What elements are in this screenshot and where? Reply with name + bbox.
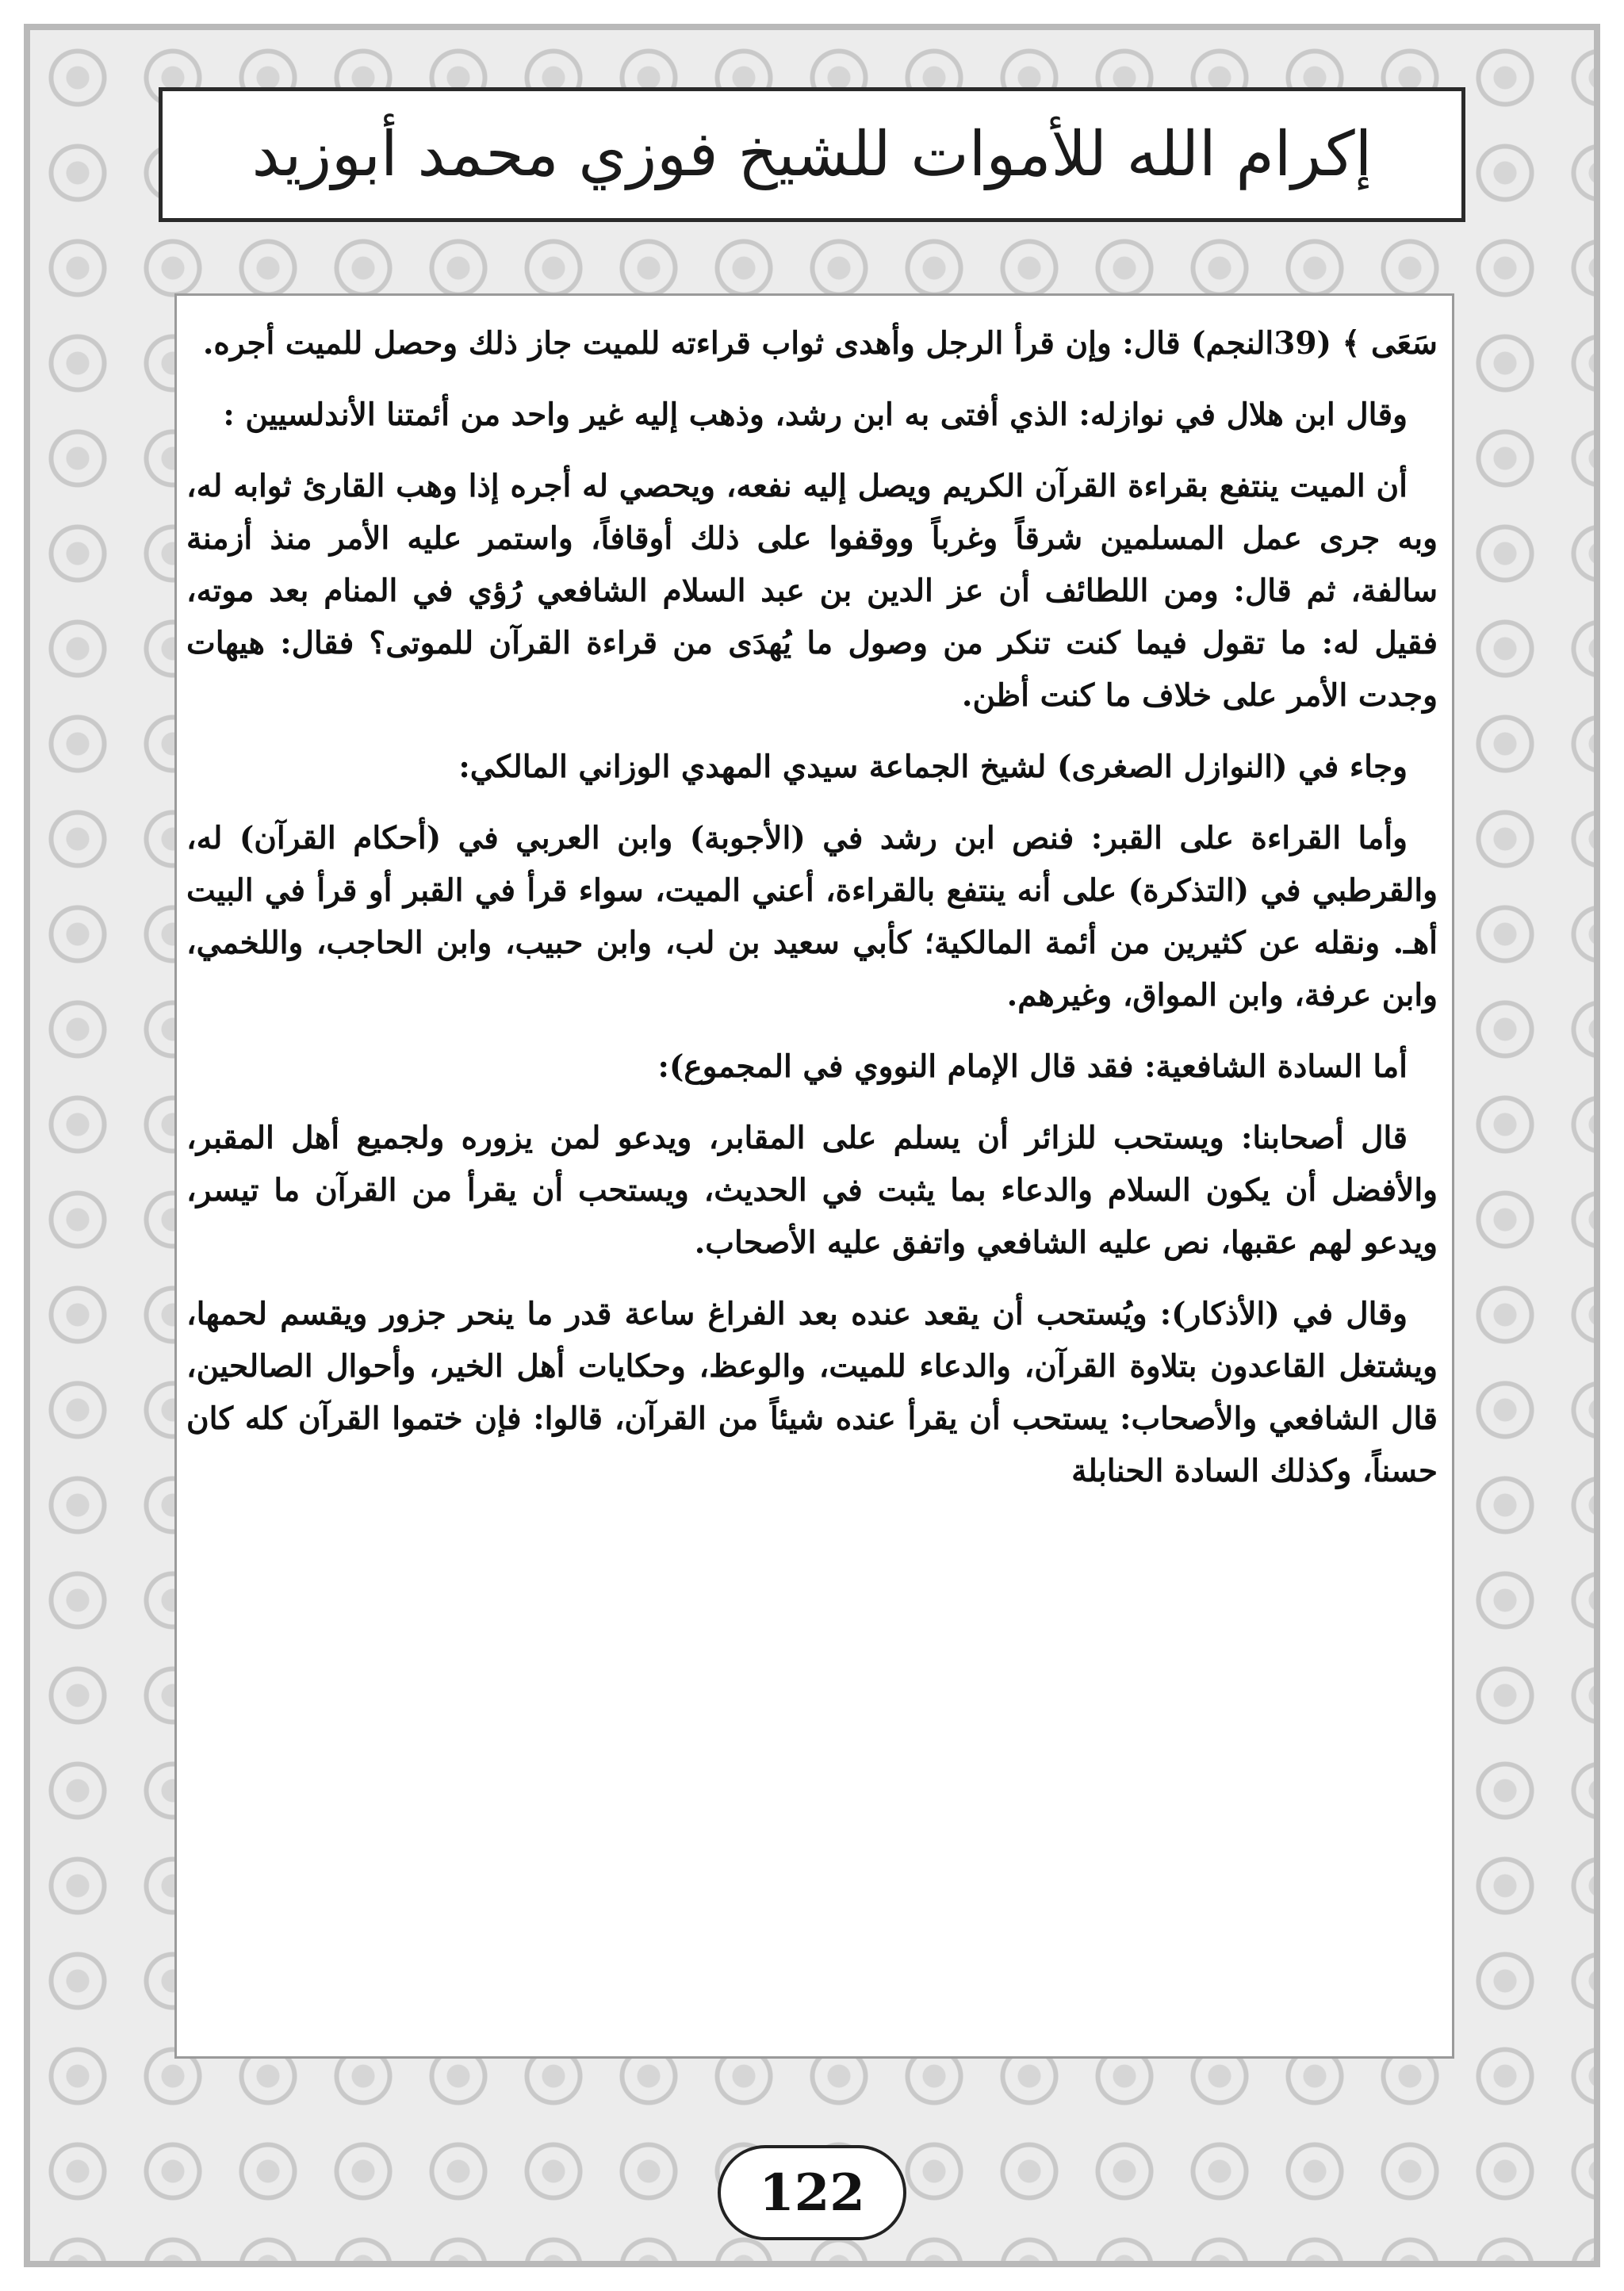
paragraph: أما السادة الشافعية: فقد قال الإمام النووي في المجموع): bbox=[657, 1048, 1408, 1085]
paragraph: وأما القراءة على القبر: فنص ابن رشد في (الأجوبة) وابن العربي في (أحكام القرآن) له، والقرطبي في (التذكرة) على أنه ينتفع بالقراءة، أعني الميت، سواء قرأ في القبر أو قرأ في البيت أهـ. ونقله عن كثيرين من أئمة المالكية؛ كأبي سعيد بن لب، وابن حبيب، وابن الحاجب، واللخمي، وابن عرفة، وابن المواق، وغيرهم. bbox=[186, 820, 1438, 1013]
paragraph: قال أصحابنا: ويستحب للزائر أن يسلم على المقابر، ويدعو لمن يزوره ولجميع أهل المقبر، والأفضل أن يكون السلام والدعاء بما يثبت في الحديث، ويستحب أن يقرأ من القرآن ما تيسر، ويدعو لهم عقبها، نص عليه الشافعي واتفق عليه الأصحاب. bbox=[186, 1120, 1438, 1261]
body-text bbox=[186, 317, 1438, 1516]
page-number: 122 bbox=[759, 2163, 865, 2223]
paragraph: أن الميت ينتفع بقراءة القرآن الكريم ويصل إليه نفعه، ويحصي له أجره إذا وهب القارئ ثوابه له، وبه جرى عمل المسلمين شرقاً وغرباً ووقفوا على ذلك أوقافاً، واستمر عليه الأمر منذ أزمنة سالفة، ثم قال: ومن اللطائف أن عز الدين بن عبد السلام الشافعي رُؤي في المنام بعد موته، فقيل له: ما تقول فيما كنت تنكر من وصول ما يُهدَى من قراءة القرآن للموتى؟ فقال: هيهات وجدت الأمر على خلاف ما كنت أظن. bbox=[186, 468, 1438, 714]
paragraph: وجاء في (النوازل الصغرى) لشيخ الجماعة سيدي المهدي الوزاني المالكي: bbox=[458, 749, 1408, 785]
paragraph: وقال في (الأذكار): ويُستحب أن يقعد عنده بعد الفراغ ساعة قدر ما ينحر جزور ويقسم لحمها، ويشتغل القاعدون بتلاوة القرآن، والدعاء للميت، والوعظ، وحكايات أهل الخير، وأحوال الصالحين، قال الشافعي والأصحاب: يستحب أن يقرأ عنده شيئاً من القرآن، قالوا: فإن ختموا القرآن كله كان حسناً، وكذلك السادة الحنابلة bbox=[186, 1296, 1438, 1489]
header-banner bbox=[159, 87, 1465, 222]
page-title: إكرام الله للأموات للشيخ فوزي محمد أبوزيد bbox=[251, 119, 1373, 190]
paragraph: سَعَى ﴾ (39النجم) قال: وإن قرأ الرجل وأهدى ثواب قراءته للميت جاز ذلك وحصل للميت أجره. bbox=[202, 325, 1438, 362]
page-number-badge bbox=[718, 2145, 906, 2240]
paragraph: وقال ابن هلال في نوازله: الذي أفتى به ابن رشد، وذهب إليه غير واحد من أئمتنا الأندلسيين : bbox=[223, 397, 1408, 433]
